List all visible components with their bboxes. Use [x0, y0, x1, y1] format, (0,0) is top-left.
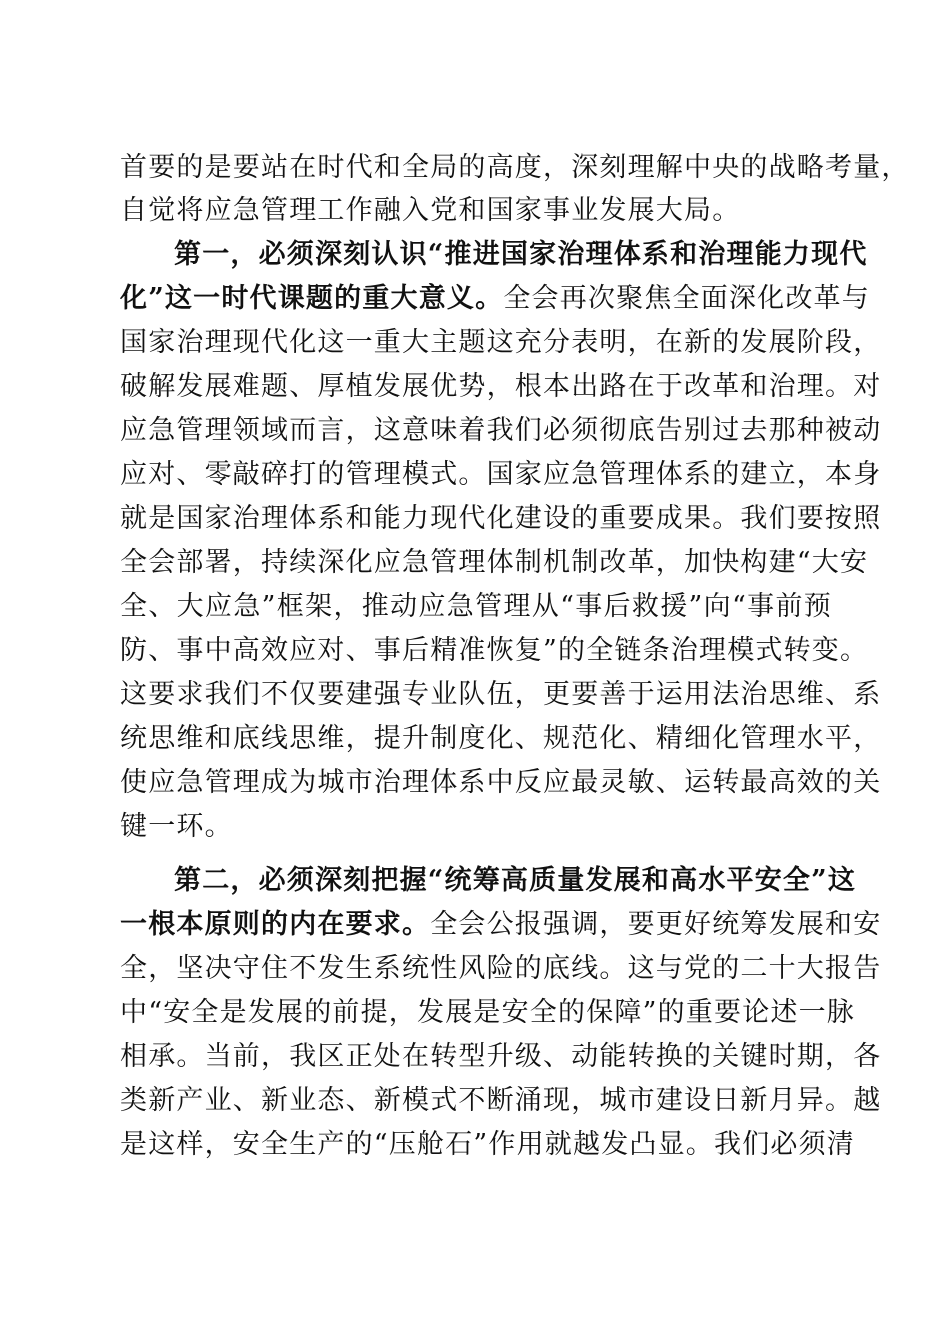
text-line: 应对、零敲碎打的管理模式。国家应急管理体系的建立，本身: [120, 459, 882, 490]
text-line: 国家治理现代化这一重大主题这充分表明，在新的发展阶段，: [120, 327, 882, 358]
text-line: [120, 903, 882, 947]
text-line: 使应急管理成为城市治理体系中反应最灵敏、运转最高效的关: [120, 767, 882, 798]
text-span: 全会再次聚焦全面深化改革与: [503, 283, 870, 314]
text-line: 就是国家治理体系和能力现代化建设的重要成果。我们要按照: [120, 503, 882, 534]
section-heading-2: 第二，必须深刻把握“统筹高质量发展和高水平安全”这: [174, 865, 857, 896]
text-line: 键一环。: [120, 811, 233, 842]
section-heading-2-end: 一根本原则的内在要求。: [120, 909, 431, 940]
text-span: 全会公报强调，要更好统筹发展和安: [430, 909, 882, 940]
text-line: 首要的是要站在时代和全局的高度，深刻理解中央的战略考量，: [120, 152, 910, 183]
text-line: 全、大应急”框架，推动应急管理从“事后救援”向“事前预: [120, 591, 832, 622]
text-line: 类新产业、新业态、新模式不断涌现，城市建设日新月异。越: [120, 1085, 882, 1116]
text-line: 中“安全是发展的前提，发展是安全的保障”的重要论述一脉: [120, 997, 856, 1028]
section-heading-1: 第一，必须深刻认识“推进国家治理体系和治理能力现代: [174, 239, 868, 270]
text-line: 统思维和底线思维，提升制度化、规范化、精细化管理水平，: [120, 723, 882, 754]
text-line: 这要求我们不仅要建强专业队伍，更要善于运用法治思维、系: [120, 679, 882, 710]
text-line: 是这样，安全生产的“压舱石”作用就越发凸显。我们必须清: [120, 1129, 856, 1160]
section-heading-1-end: 化”这一时代课题的重大意义。: [120, 283, 504, 314]
text-line: 相承。当前，我区正处在转型升级、动能转换的关键时期，各: [120, 1041, 882, 1072]
text-line: 破解发展难题、厚植发展优势，根本出路在于改革和治理。对: [120, 371, 882, 402]
text-line: 自觉将应急管理工作融入党和国家事业发展大局。: [120, 195, 741, 226]
text-line: 全，坚决守住不发生系统性风险的底线。这与党的二十大报告: [120, 953, 882, 984]
text-line: 全会部署，持续深化应急管理体制机制改革，加快构建“大安: [120, 547, 869, 578]
text-line: 应急管理领域而言，这意味着我们必须彻底告别过去那种被动: [120, 415, 882, 446]
text-line: [120, 277, 870, 321]
text-line: 防、事中高效应对、事后精准恢复”的全链条治理模式转变。: [120, 635, 869, 666]
